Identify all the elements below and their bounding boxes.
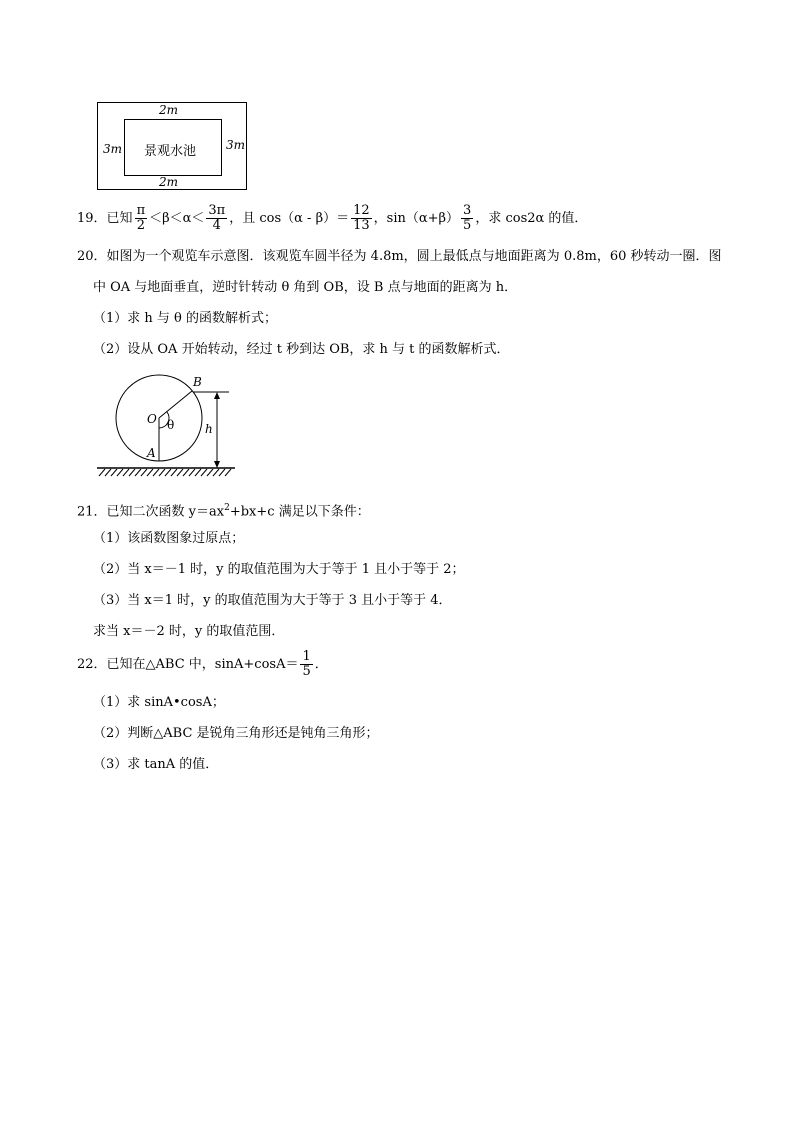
q22-text-a: 已知在△ABC 中，sinA+cosA＝ <box>106 657 299 672</box>
pool-figure <box>97 102 247 190</box>
q19-fraction-2: $\frac{3\pi}{4}$ <box>208 203 226 233</box>
q21-ask: 求当 x＝－2 时，y 的取值范围． <box>93 624 285 639</box>
q20-number: 20． <box>77 249 107 264</box>
q22-sub-1: （1）求 sinA•cosA； <box>93 695 225 710</box>
q21-exponent: 2 <box>224 503 230 513</box>
q19-fraction-4: $\frac{3}{5}$ <box>463 203 472 233</box>
q22-sub-3: （3）求 tanA 的值． <box>93 757 219 772</box>
pool-left-label: 3m <box>103 142 123 156</box>
q20-line-2: 中 OA 与地面垂直，逆时针转动 θ 角到 OB，设 B 点与地面的距离为 h． <box>93 280 518 295</box>
q19-relation: ＜β＜α＜ <box>149 211 205 226</box>
q19-text-c: ，sin（α+β） <box>373 211 460 226</box>
wheel-label-h: h <box>205 422 213 436</box>
wheel-label-B: B <box>193 375 202 389</box>
q22-sub-2: （2）判断△ABC 是锐角三角形还是钝角三角形； <box>93 726 379 741</box>
q21-cond-1: （1）该函数图象过原点； <box>93 531 245 546</box>
q19-number: 19． <box>77 211 107 226</box>
q19-fraction-3: $\frac{12}{13}$ <box>353 203 370 233</box>
wheel-label-A: A <box>147 446 156 460</box>
arrow-up-head <box>214 392 220 399</box>
q22-line-1 <box>77 650 328 679</box>
pool-right-label: 3m <box>226 138 246 152</box>
pool-top-label: 2m <box>159 103 179 117</box>
q20-line-1 <box>77 248 722 266</box>
ground-hatching <box>99 469 231 476</box>
q20-sub-2: （2）设从 OA 开始转动，经过 t 秒到达 OB，求 h 与 t 的函数解析式． <box>93 342 510 357</box>
q20-sub-1: （1）求 h 与 θ 的函数解析式； <box>93 311 277 326</box>
q19-text-d: ，求 cos2α 的值． <box>475 211 588 226</box>
wheel-figure <box>95 372 245 480</box>
pool-center-label: 景观水池 <box>144 144 197 159</box>
q22-number: 22． <box>77 657 107 672</box>
q19-fraction-1: $\frac{\pi}{2}$ <box>136 203 146 233</box>
q19-text-a: 已知 <box>106 211 133 226</box>
q22-text-b: ． <box>314 657 328 672</box>
q19-text-b: ，且 cos（α - β）＝ <box>229 211 350 226</box>
q21-cond-3: （3）当 x＝1 时，y 的取值范围为大于等于 3 且小于等于 4． <box>93 593 452 608</box>
q21-number: 21． <box>77 504 107 520</box>
q21-cond-2: （2）当 x＝－1 时，y 的取值范围为大于等于 1 且小于等于 2； <box>93 562 465 577</box>
wheel-label-O: O <box>147 412 157 426</box>
arrow-down-head <box>214 461 220 468</box>
pool-bottom-label: 2m <box>159 175 179 189</box>
radius-OB <box>159 391 192 418</box>
q20-text-1: 如图为一个观览车示意图．该观览车圆半径为 4.8m，圆上最低点与地面距离为 0.8m，60 秒转动一圈．图 <box>106 249 722 264</box>
question-19 <box>77 204 587 233</box>
q21-text-a: 已知二次函数 y＝ax <box>106 504 225 520</box>
q21-text-b: +bx+c 满足以下条件： <box>229 504 370 520</box>
q21-line-1 <box>77 499 370 521</box>
q22-fraction: $\frac{1}{5}$ <box>302 649 311 679</box>
wheel-label-theta: θ <box>167 418 175 432</box>
